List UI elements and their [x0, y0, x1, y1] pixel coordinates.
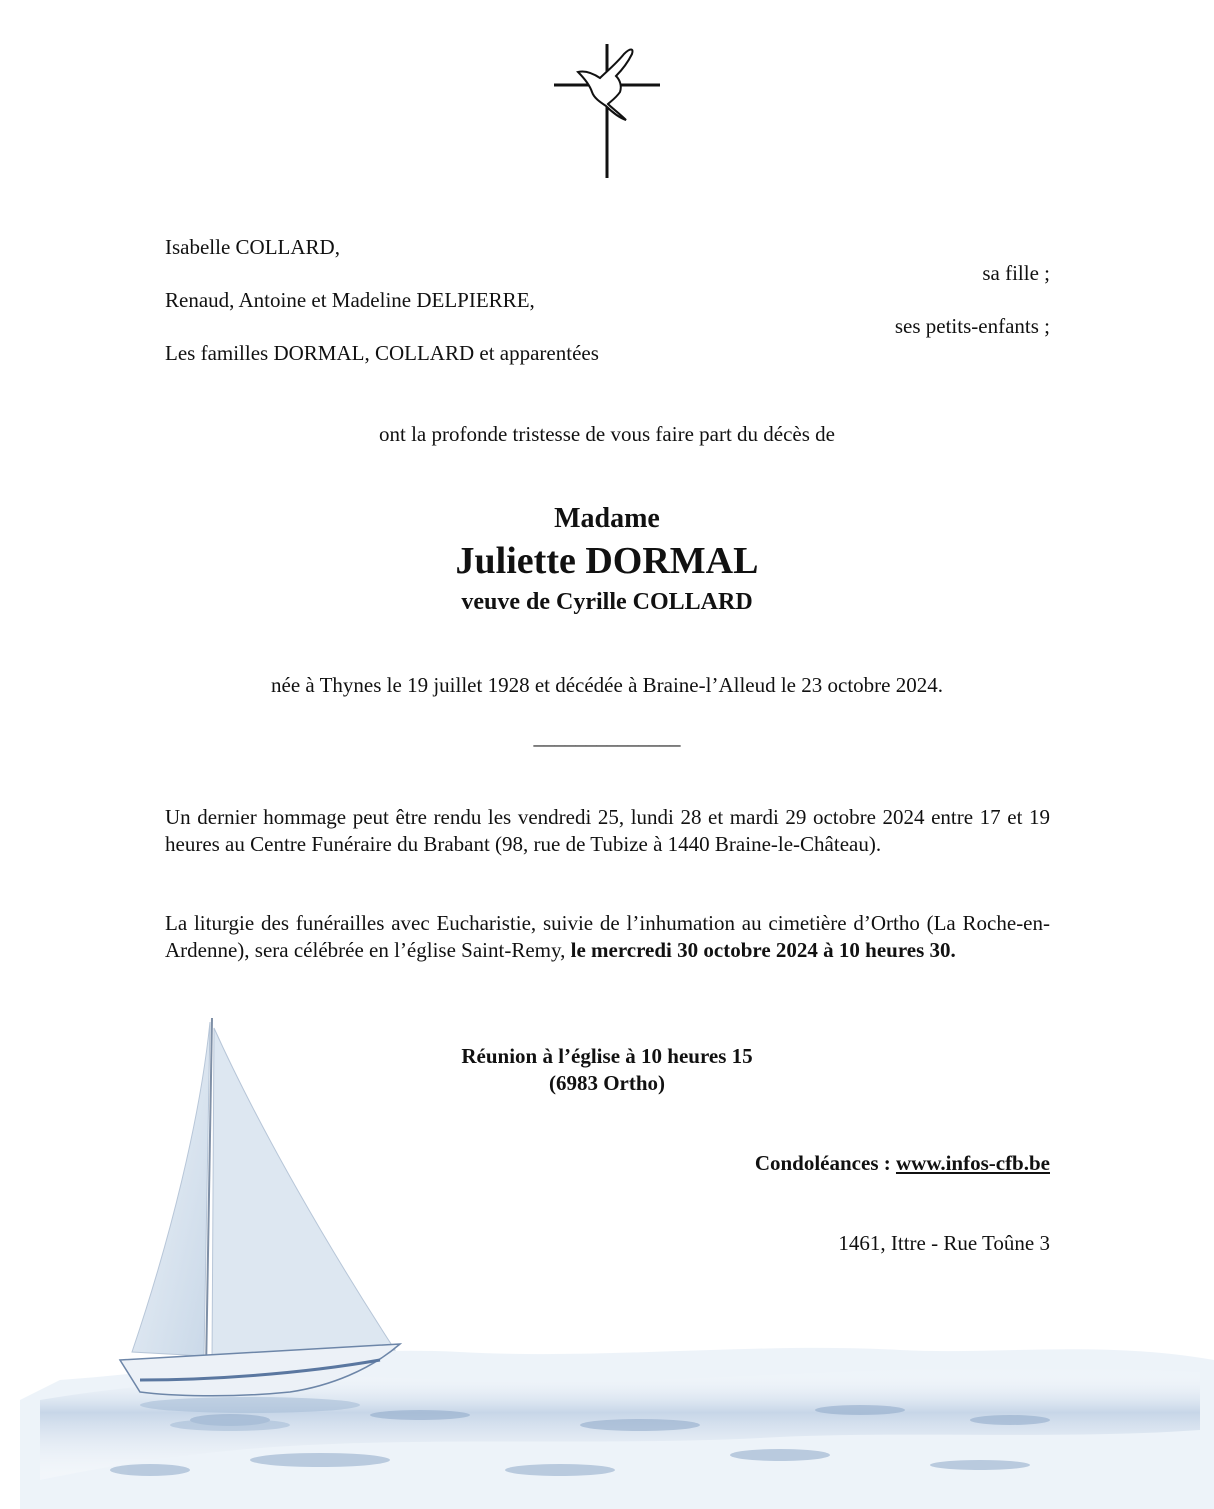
- daughter-name: Isabelle COLLARD,: [165, 235, 340, 259]
- widow-of: veuve de Cyrille COLLARD: [461, 589, 753, 615]
- funeral-home-address: 1461, Ittre - Rue Toûne 3: [838, 1231, 1050, 1255]
- divider: ______________: [533, 725, 681, 749]
- grandchildren-relation: ses petits-enfants ;: [894, 314, 1050, 338]
- grandchildren-names: Renaud, Antoine et Madeline DELPIERRE,: [165, 288, 535, 312]
- visitation-paragraph: Un dernier hommage peut être rendu les vendredi 25, lundi 28 et mardi 29 octobre 2024 entre 17 et 19 heures au Centre Funéraire du Brabant (98, rue de Tubize à 1440 Braine-le-Château).: [165, 805, 1050, 856]
- condolences-label: Condoléances :: [754, 1151, 896, 1175]
- condolences-link[interactable]: www.infos-cfb.be: [895, 1151, 1050, 1175]
- deceased-name: Juliette DORMAL: [455, 540, 759, 582]
- deceased-title: Madame: [554, 503, 660, 534]
- funeral-datetime: le mercredi 30 octobre 2024 à 10 heures 30.: [570, 937, 956, 962]
- funeral-text: La liturgie des funérailles avec Eucharistie, suivie de l’inhumation au cimetière d’Ortho (La Roche-en-Ardenne), sera célébrée en l’église Saint-Remy,: [165, 911, 1050, 962]
- condolences: [755, 1150, 1050, 1176]
- birth-death-dates: née à Thynes le 19 juillet 1928 et décédée à Braine-l’Alleud le 23 octobre 2024.: [271, 673, 943, 697]
- meeting-line1: Réunion à l’église à 10 heures 15: [461, 1044, 753, 1068]
- meeting-line2: (6983 Ortho): [548, 1071, 666, 1095]
- cross-dove-icon: [550, 40, 665, 182]
- daughter-relation: sa fille ;: [982, 261, 1050, 285]
- announcement: ont la profonde tristesse de vous faire part du décès de: [378, 422, 835, 446]
- funeral-paragraph: [165, 910, 1050, 963]
- families-line: Les familles DORMAL, COLLARD et apparentées: [165, 341, 599, 365]
